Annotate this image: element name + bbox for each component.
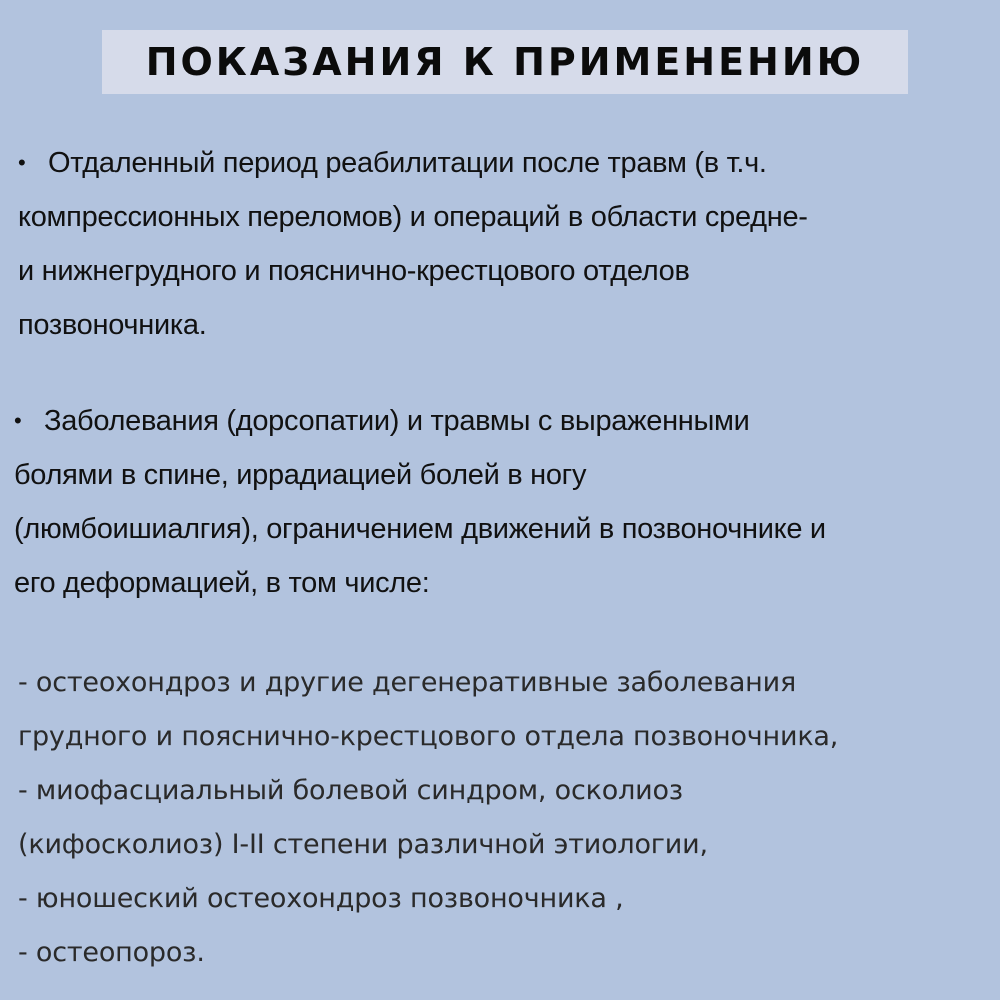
bullet-dot-icon: •	[18, 150, 26, 175]
indication-bullet-1	[18, 136, 993, 352]
bullet-line: позвоночника.	[18, 309, 207, 341]
condition-list	[18, 656, 993, 980]
list-item: (кифосколиоз) I-II степени различной этиологии,	[18, 829, 708, 860]
page-title: ПОКАЗАНИЯ К ПРИМЕНЕНИЮ	[145, 40, 865, 84]
bullet-line: болями в спине, иррадиацией болей в ногу	[14, 459, 587, 491]
list-item: грудного и пояснично-крестцового отдела позвоночника,	[18, 721, 839, 752]
bullet-line: и нижнегрудного и пояснично-крестцового отделов	[18, 255, 690, 287]
list-item: - юношеский остеохондроз позвоночника ,	[18, 883, 624, 914]
bullet-text: Заболевания (дорсопатии) и травмы с выраженными	[44, 405, 750, 437]
bullet-line: его деформацией, в том числе:	[14, 567, 430, 599]
list-item: - остеопороз.	[18, 937, 205, 968]
bullet-line	[18, 136, 993, 190]
list-item: - миофасциальный болевой синдром, осколиоз	[18, 775, 683, 806]
bullet-line	[14, 394, 989, 448]
title-banner	[102, 30, 908, 94]
bullet-dot-icon: •	[14, 408, 22, 433]
bullet-line: (люмбоишиалгия), ограничением движений в позвоночнике и	[14, 513, 826, 545]
bullet-text: Отдаленный период реабилитации после травм (в т.ч.	[48, 147, 767, 179]
indication-bullet-2	[14, 394, 989, 610]
list-item: - остеохондроз и другие дегенеративные заболевания	[18, 667, 797, 698]
bullet-line: компрессионных переломов) и операций в области средне-	[18, 201, 808, 233]
